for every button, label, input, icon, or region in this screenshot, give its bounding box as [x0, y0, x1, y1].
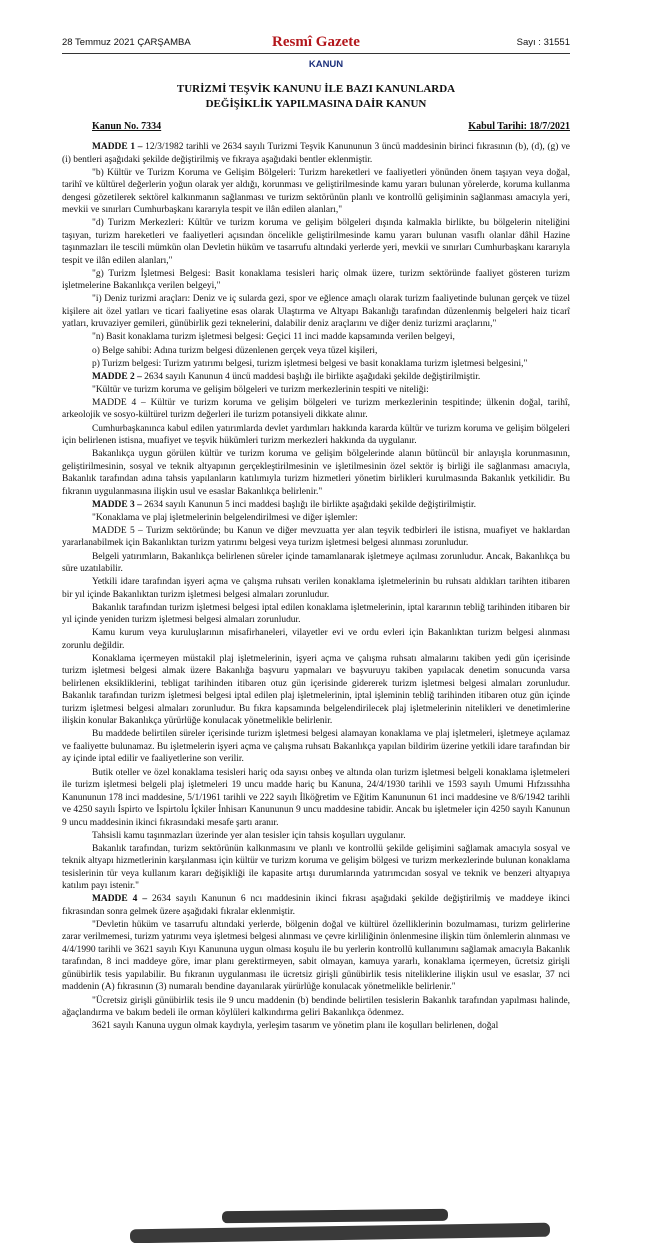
- paragraph-text: Butik oteller ve özel konaklama tesisleri hariç oda sayısı onbeş ve altında olan turizm işletmesi belgeli konaklama işletmeleri ile turizm işletmesi belgeli plaj işletmeleri 19 uncu madde hariç bu Kanuna, 24/4/1930 tarihli ve 1593 sayılı Umumi Hıfzıssıhha Kanununun 178 inci maddesine, 5/1/1961 tarihli ve 222 sayılı İlköğretim ve Eğitim Kanununun 61 inci maddesine ve 8/6/1942 tarihli ve 4250 sayılı İspirto ve İspirtolu İçkiler İnhisarı Kanununun 9 uncu maddesine tabidir. Ancak bu işletmeler için 4250 sayılı Kanunun 9 uncu maddesinin ikinci fıkrasındaki mesafe şartı aranır.: [62, 767, 570, 828]
- paragraph-text: "Konaklama ve plaj işletmelerinin belgelendirilmesi ve diğer işlemler:: [92, 512, 358, 523]
- paragraph-text: Bu maddede belirtilen süreler içerisinde turizm işletmesi belgesi alamayan konaklama ve plaj işletmeleri, işletmeye açılamaz ve faaliyette bulunamaz. Bu işletmelerin işyeri açma ve çalışma ruhsatı Bakanlıkça yapılan bildirim üzerine yetkili idare tarafından bir ay içinde iptal edilir ve faaliyetlerine son verilir.: [62, 729, 570, 765]
- article-paragraph: [62, 499, 570, 512]
- law-paragraph: [62, 602, 570, 627]
- redaction-mark: [222, 1209, 448, 1223]
- law-paragraph: [62, 995, 570, 1020]
- paragraph-text: 2634 sayılı Kanunun 4 üncü maddesi başlığı ile birlikte aşağıdaki şekilde değiştirilmiştir.: [141, 371, 481, 382]
- law-paragraph: [62, 919, 570, 994]
- article-paragraph: [62, 141, 570, 166]
- paragraph-text: "Ücretsiz girişli günübirlik tesis ile 9 uncu maddenin (b) bendinde belirtilen tesislerin Bakanlık tarafından yapılması halinde, ağaçlandırma ve bakım bedeli ile orman köylüleri kalkındırma geliri Bakanlıkça ödenmez.: [62, 995, 570, 1019]
- paragraph-text: Belgeli yatırımların, Bakanlıkça belirlenen süreler içinde tamamlanarak işletmeye açılması zorunludur. Ancak, Bakanlıkça bu süre uzatılabilir.: [62, 551, 570, 574]
- law-paragraph: [62, 345, 570, 358]
- paragraph-text: "g) Turizm İşletmesi Belgesi: Basit konaklama tesisleri hariç olmak üzere, turizm sektöründe faaliyet gösteren turizm işletmelerine Bakanlıkça verilen belgeyi,": [62, 268, 570, 292]
- law-paragraph: [62, 525, 570, 550]
- paragraph-text: 3621 sayılı Kanuna uygun olmak kaydıyla, yerleşim tasarım ve yönetim planı ile koşulları belirlenen, doğal: [92, 1021, 499, 1032]
- paragraph-text: o) Belge sahibi: Adına turizm belgesi düzenlenen gerçek veya tüzel kişileri,: [92, 345, 378, 356]
- law-paragraph: [62, 843, 570, 893]
- paragraph-text: "Kültür ve turizm koruma ve gelişim bölgeleri ve turizm merkezlerinin tespiti ve niteliği:: [92, 384, 429, 395]
- header-date: 28 Temmuz 2021 ÇARŞAMBA: [62, 37, 191, 48]
- acceptance-date: Kabul Tarihi: 18/7/2021: [468, 121, 570, 132]
- law-paragraph: [62, 1020, 570, 1033]
- paragraph-text: 2634 sayılı Kanunun 5 inci maddesi başlığı ile birlikte aşağıdaki şekilde değiştirilmiştir.: [141, 499, 477, 510]
- paragraph-text: Konaklama içermeyen müstakil plaj işletmelerinin, işyeri açma ve çalışma ruhsatı almalarını takiben yedi gün içerisinde turizm işletmesi belgesi almak üzere Bakanlığa başvuru yapmaları ve başvuruyu takiben yapılacak denetim sonucunda varsa belirlenen eksikliklerini, tebligat tarihinden itibaren otuz gün içerisinde gidererek turizm işletmesi belgesi almaları zorunludur. Bakanlık tarafından turizm işletmesi belgesi iptal edilen plaj işletmelerinin, iptal işleminin tebliğ tarihinden itibaren otuz gün içinde turizm işletmesi belgesi almaları zorunludur. Bu fıkra kapsamında belgelendirilecek plaj işletmelerinin nitelikleri ve denetimlerine ilişkin konular Bakanlıkça yürürlüğe konulacak yönetmelikle belirlenir.: [62, 653, 570, 727]
- law-paragraph: [62, 576, 570, 601]
- article-heading: MADDE 1 –: [92, 142, 143, 152]
- law-paragraph: [62, 728, 570, 766]
- paragraph-text: "i) Deniz turizmi araçları: Deniz ve iç sularda gezi, spor ve eğlence amaçlı olarak turizm faaliyetinde bulunan gerçek ve tüzel kişilere ait özel yatları ve ticari faaliyetine esas olarak Ulaştırma ve Altyapı Bakanlığı tarafından düzenlenmiş belgeleri haiz ticarî yatları, kruvaziyer gemileri, günübirlik gezi teknelerini, dalabilir deniz araçlarını ve diğer deniz turizmi araçlarını,": [62, 294, 570, 330]
- law-title: [62, 82, 570, 112]
- law-title-line-2: DEĞİŞİKLİK YAPILMASINA DAİR KANUN: [205, 98, 427, 110]
- paragraph-text: p) Turizm belgesi: Turizm yatırımı belgesi, turizm işletmesi belgesi ve basit konaklama turizm işletmesi belgesini,": [92, 358, 528, 369]
- law-paragraph: [62, 551, 570, 576]
- law-paragraph: [62, 512, 570, 525]
- paragraph-text: Kamu kurum veya kuruluşlarının misafirhaneleri, vilayetler evi ve ordu evleri için Bakanlıktan turizm belgesi alınması zorunlu değildir.: [62, 628, 570, 651]
- paragraph-text: "Devletin hüküm ve tasarrufu altındaki yerlerde, bölgenin doğal ve kültürel özelliklerinin bozulmaması, turizm gelirlerine zarar verilmemesi, turizm yatırımı veya işletmesi belgesi alınması ve çevre kirliliğinin önlenmesine ilişkin tüm önlemlerin alınması ve 4/4/1990 tarihli ve 3621 sayılı Kıyı Kanununa uygun olması koşulu ile bu yerlerin kontrollü kullanımını sağlamak amacıyla Bakanlık tarafından, 8 inci maddeye göre, imar planı gerektirmeyen, sabit olmayan, kamuya yararlı, konaklama içermeyen, ücretsiz girişli günübirlik tesis yapılabilir. Bu fıkranın uygulanması ile ücretsiz girişli günübirlik tesis niteliklerine ilişkin usul ve esaslar, 37 nci maddenin (A) fıkrasının (3) numaralı bendine dayanılarak yürürlüğe konulacak yönetmelikle belirlenir.": [62, 919, 570, 993]
- issue-number: Sayı : 31551: [516, 37, 570, 48]
- law-meta: [92, 121, 570, 135]
- article-heading: MADDE 2 –: [92, 371, 142, 382]
- law-paragraph: [62, 331, 570, 344]
- law-paragraph: [62, 423, 570, 448]
- paragraph-text: MADDE 5 – Turizm sektöründe; bu Kanun ve diğer mevzuatta yer alan teşvik tedbirleri ile istisna, muafiyet ve haklardan yararlanabilmek için Bakanlıktan turizm yatırımı belgesi veya turizm işletmesi belgesi alınması zorunludur.: [62, 525, 570, 549]
- law-paragraph: [62, 448, 570, 498]
- law-paragraph: [62, 217, 570, 267]
- law-title-line-1: TURİZMİ TEŞVİK KANUNU İLE BAZI KANUNLARDA: [176, 83, 456, 95]
- paragraph-text: "b) Kültür ve Turizm Koruma ve Gelişim Bölgeleri: Turizm hareketleri ve faaliyetleri yönünden önem taşıyan veya doğal, tarihî ve kültürel değerlerin yoğun olarak yer aldığı, korunması ve geliştirilmesinde kamu yararı bulunan yörelerde, koruma kullanma dengesi gözetilerek sektörel kalkınmanın sağlanması ve turizm sektörünün planlı ve kontrollü gelişiminin sağlanması amacıyla yeri, mevkii ve sınırları Cumhurbaşkanı kararıyla tespit ve ilân edilen alanları,": [62, 167, 570, 216]
- paragraph-text: Tahsisli kamu taşınmazları üzerinde yer alan tesisler için tahsis koşulları uygulanır.: [92, 830, 406, 841]
- paragraph-text: Bakanlık tarafından, turizm sektörünün kalkınmasını ve planlı ve kontrollü şekilde gelişimini sağlamak amacıyla sosyal ve teknik altyapı hizmetlerinin karşılanması için kültür ve turizm koruma ve gelişim bölgesi ve turizm merkezlerinde bulunan konaklama tesislerinin tür veya kullanım kararı değişikliği ile kapasite artışı durumlarında yatırımcıdan sosyal ve teknik ve benzeri altyapıya katılım payı istenir.": [62, 843, 570, 892]
- section-label: KANUN: [308, 59, 344, 70]
- paragraph-text: MADDE 4 – Kültür ve turizm koruma ve gelişim bölgeleri ve turizm merkezlerinin tespitinde; ülkenin doğal, tarihî, arkeolojik ve sosyo-kültürel turizm değerleri ile turizm potansiyeli dikkate alınır.: [62, 397, 570, 421]
- paragraph-text: Bakanlık tarafından turizm işletmesi belgesi iptal edilen konaklama işletmelerinin, iptal kararının tebliğ tarihinden itibaren bir yıl içinde yeniden turizm işletmesi belgesi almaları zorunludur.: [62, 602, 570, 626]
- header-divider: [62, 53, 570, 54]
- law-paragraph: [62, 397, 570, 422]
- paragraph-text: 12/3/1982 tarihli ve 2634 sayılı Turizmi Teşvik Kanununun 3 üncü maddesinin birinci fıkrasının (b), (d), (g) ve (i) bentleri aşağıdaki şekilde değiştirilmiş ve fıkraya aşağıdaki bentler eklenmiştir.: [62, 142, 570, 165]
- law-paragraph: [62, 167, 570, 217]
- paragraph-text: Cumhurbaşkanınca kabul edilen yatırımlarda devlet yardımları hakkında kararda kültür ve turizm koruma ve gelişim bölgeleri için belirlenen istisna, muafiyet ve teşvik hükümleri turizm merkezleri hakkında da uygulanır.: [62, 423, 570, 447]
- paragraph-text: Yetkili idare tarafından işyeri açma ve çalışma ruhsatı verilen konaklama işletmelerinin bu ruhsatı aldıkları tarihten itibaren bir yıl içinde Bakanlıktan turizm işletmesi belgesi almaları zorunludur.: [62, 577, 570, 600]
- publication-title: Resmî Gazete: [272, 34, 360, 50]
- article-paragraph: [62, 371, 570, 384]
- article-heading: MADDE 4 –: [92, 894, 148, 905]
- law-number: Kanun No. 7334: [92, 121, 162, 132]
- law-paragraph: [62, 653, 570, 728]
- article-heading: MADDE 3 –: [92, 499, 142, 510]
- law-paragraph: [62, 268, 570, 293]
- redaction-mark: [130, 1223, 550, 1243]
- paragraph-text: "d) Turizm Merkezleri: Kültür ve turizm koruma ve gelişim bölgeleri dışında kalmakla birlikte, bu bölgelerin niteliğini taşıyan, turizm hareketleri ve faaliyetleri açısından öncelikle geliştirilmesinde kamu yararı bulunan vasıflı olanlar dâhil Hazine taşınmazları ile tescili mümkün olan Devletin hüküm ve tasarrufu altındaki yerlerde yeri, mevkii ve sınırları Cumhurbaşkanı kararıyla tespit ve ilân edilen alanları,": [62, 218, 570, 266]
- law-paragraph: [62, 767, 570, 830]
- law-paragraph: [62, 358, 570, 371]
- paragraph-text: 2634 sayılı Kanunun 6 ncı maddesinin ikinci fıkrası aşağıdaki şekilde değiştirilmiş ve maddeye ikinci fıkrasından sonra gelmek üzere aşağıdaki fıkralar eklenmiştir.: [62, 894, 570, 917]
- article-paragraph: [62, 893, 570, 918]
- paragraph-text: "n) Basit konaklama turizm işletmesi belgesi: Geçici 11 inci madde kapsamında verilen belgeyi,: [92, 332, 455, 343]
- law-paragraph: [62, 293, 570, 331]
- paragraph-text: Bakanlıkça uygun görülen kültür ve turizm koruma ve gelişim bölgelerinde alanın bütüncül bir anlayışla korunmasının, geliştirilmesinin, sosyal ve teknik altyapının gerçekleştirilmesinin ve işletilmesinin özel sektör iş birliği ile sağlanması amacıyla, Bakanlık tarafından adına tahsis yapılanların katılımıyla turizm hizmetleri yönetim birlikleri kurulmasında Bakanlık yetkilidir. Bu fıkranın uygulanmasına ilişkin usul ve esaslar Bakanlıkça belirlenir.": [62, 449, 570, 497]
- law-paragraph: [62, 384, 570, 397]
- law-body: [62, 141, 570, 1033]
- law-paragraph: [62, 627, 570, 652]
- law-paragraph: [62, 830, 570, 843]
